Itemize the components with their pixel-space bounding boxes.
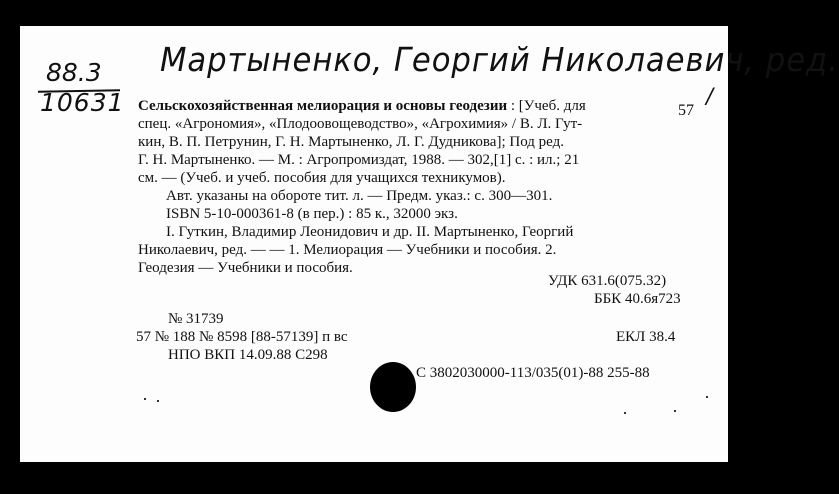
- entry-line-3: кин, В. П. Петрунин, Г. Н. Мартыненко, Л. Г. Дудникова]; Под ред.: [138, 134, 565, 150]
- ekl-code: ЕКЛ 38.4: [616, 329, 676, 345]
- speck: [157, 400, 159, 402]
- entry-line-5: см. — (Учеб. и учеб. пособия для учащихся техникумов).: [138, 170, 506, 186]
- shelf-mark-top: 88.3: [46, 58, 102, 87]
- entry-tracing-3: Геодезия — Учебники и пособия.: [138, 260, 353, 276]
- entry-line-2: спец. «Агрономия», «Плодоовощеводство», «Агрохимия» / В. Л. Гут-: [138, 116, 583, 132]
- entry-isbn: ISBN 5-10-000361-8 (в пер.) : 85 к., 32000 экз.: [166, 206, 458, 222]
- copies-mark: /: [706, 84, 714, 108]
- copies-number: 57: [678, 102, 694, 119]
- entry-tracing-1: I. Гуткин, Владимир Леонидович и др. II. Мартыненко, Георгий: [166, 224, 574, 240]
- speck: [624, 412, 626, 414]
- shelf-mark-bottom: 10631: [40, 88, 125, 117]
- speck: [144, 398, 146, 400]
- entry-title: Сельскохозяйственная мелиорация и основы геодезии: [138, 98, 508, 114]
- bbk-code: ББК 40.6я723: [594, 291, 681, 307]
- entry-line-1: [138, 97, 698, 115]
- print-code-line: С 3802030000-113/035(01)-88 255-88: [416, 365, 650, 381]
- print-order-line: 57 № 188 № 8598 [88-57139] п вс: [136, 329, 348, 345]
- entry-line-4: Г. Н. Мартыненко. — М. : Агропромиздат, 1988. — 302,[1] с. : ил.; 21: [138, 152, 580, 168]
- speck: [674, 410, 676, 412]
- entry-line-1-rest: : [Учеб. для: [507, 98, 586, 114]
- entry-note: Авт. указаны на обороте тит. л. — Предм. указ.: с. 300—301.: [166, 188, 553, 204]
- bibliographic-entry: [138, 97, 698, 277]
- handwritten-author-heading: Мартыненко, Георгий Николаевич, ред.: [160, 40, 839, 79]
- print-publisher-line: НПО ВКП 14.09.88 С298: [168, 347, 328, 363]
- udk-code: УДК 631.6(075.32): [548, 273, 667, 289]
- entry-tracing-2: Николаевич, ред. — — 1. Мелиорация — Учебники и пособия. 2.: [138, 242, 557, 258]
- ink-blot: [370, 362, 416, 412]
- speck: [706, 396, 708, 398]
- print-number: № 31739: [168, 311, 224, 327]
- catalog-card: [20, 26, 839, 462]
